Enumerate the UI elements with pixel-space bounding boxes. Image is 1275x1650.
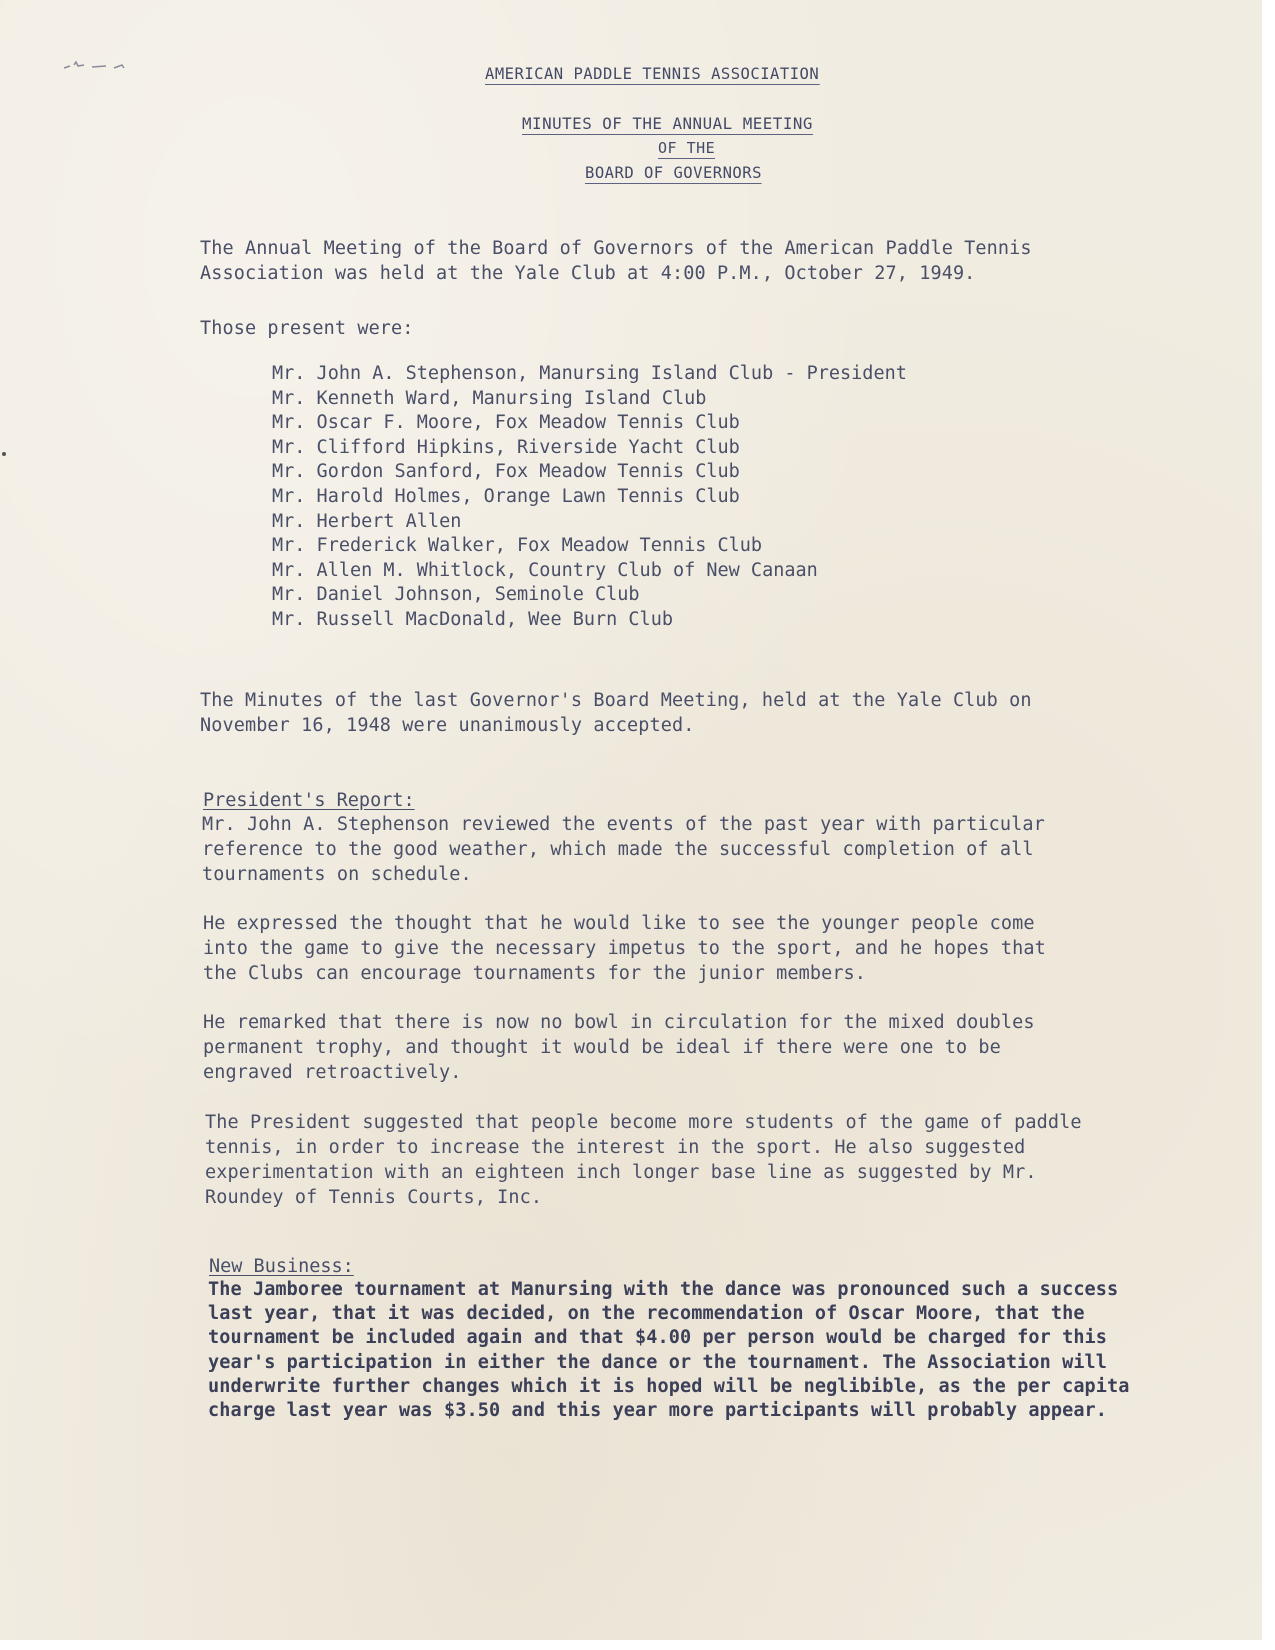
present-label: Those present were: [200, 318, 414, 339]
title-line-3: BOARD OF GOVERNORS [585, 163, 762, 182]
attendee-item: Mr. Frederick Walker, Fox Meadow Tennis Club [272, 535, 763, 557]
minutes-paragraph: The Minutes of the last Governor's Board Meeting, held at the Yale Club on November 16, 1948 were unanimously accepted. [200, 690, 1032, 736]
attendee-list [272, 362, 907, 633]
scan-speck [2, 452, 6, 456]
attendee-item: Mr. Kenneth Ward, Manursing Island Club [272, 387, 707, 409]
attendee-item: Mr. Herbert Allen [272, 510, 462, 532]
org-heading: AMERICAN PADDLE TENNIS ASSOCIATION [485, 64, 820, 83]
intro-paragraph: The Annual Meeting of the Board of Governors of the American Paddle Tennis Association was held at the Yale Club at 4:00 P.M., October 27, 1949. [200, 238, 1032, 284]
report-paragraph-4: The President suggested that people become more students of the game of paddle tennis, in order to increase the interest in the sport. He also suggested experimentation with an eighteen inch longer base line as suggested by Mr. Roundey of Tennis Courts, Inc. [205, 1112, 1082, 1208]
attendee-item: Mr. Daniel Johnson, Seminole Club [272, 584, 640, 606]
attendee-item: Mr. Gordon Sanford, Fox Meadow Tennis Club [272, 461, 740, 483]
report-paragraph-2: He expressed the thought that he would like to see the younger people come into the game to give the necessary impetus to the sport, and he hopes that the Clubs can encourage tournaments for the junior members. [203, 913, 1046, 984]
attendee-item: Mr. Clifford Hipkins, Riverside Yacht Club [272, 436, 740, 458]
attendee-item: Mr. Harold Holmes, Orange Lawn Tennis Club [272, 485, 740, 507]
report-paragraph-3: He remarked that there is now no bowl in circulation for the mixed doubles permanent trophy, and thought it would be ideal if there were one to be engraved retroactively. [203, 1012, 1035, 1083]
pencil-mark [62, 56, 136, 76]
new-business-heading: New Business: [209, 1256, 354, 1277]
attendee-item: Mr. John A. Stephenson, Manursing Island Club - President [272, 363, 907, 384]
attendee-item: Mr. Oscar F. Moore, Fox Meadow Tennis Club [272, 412, 740, 434]
title-line-1: MINUTES OF THE ANNUAL MEETING [522, 114, 813, 133]
new-business-paragraph: The Jamboree tournament at Manursing with the dance was pronounced such a success last year, that it was decided, on the recommendation of Oscar Moore, that the tournament be included again and that $4.00 per person would be charged for this year's participation in either the dance or the tournament. The Association will underwrite further changes which it is hoped will be neglibible, as the per capita charge last year was $3.50 and this year more participants will probably appear. [208, 1279, 1130, 1422]
scan-margin [1262, 0, 1275, 1650]
attendee-item: Mr. Allen M. Whitlock, Country Club of New Canaan [272, 559, 818, 581]
attendee-item: Mr. Russell MacDonald, Wee Burn Club [272, 608, 673, 630]
report-paragraph-1: Mr. John A. Stephenson reviewed the events of the past year with particular reference to the good weather, which made the successful completion of all tournaments on schedule. [202, 814, 1045, 885]
title-line-2: OF THE [658, 139, 716, 157]
presidents-report-heading: President's Report: [203, 790, 415, 811]
